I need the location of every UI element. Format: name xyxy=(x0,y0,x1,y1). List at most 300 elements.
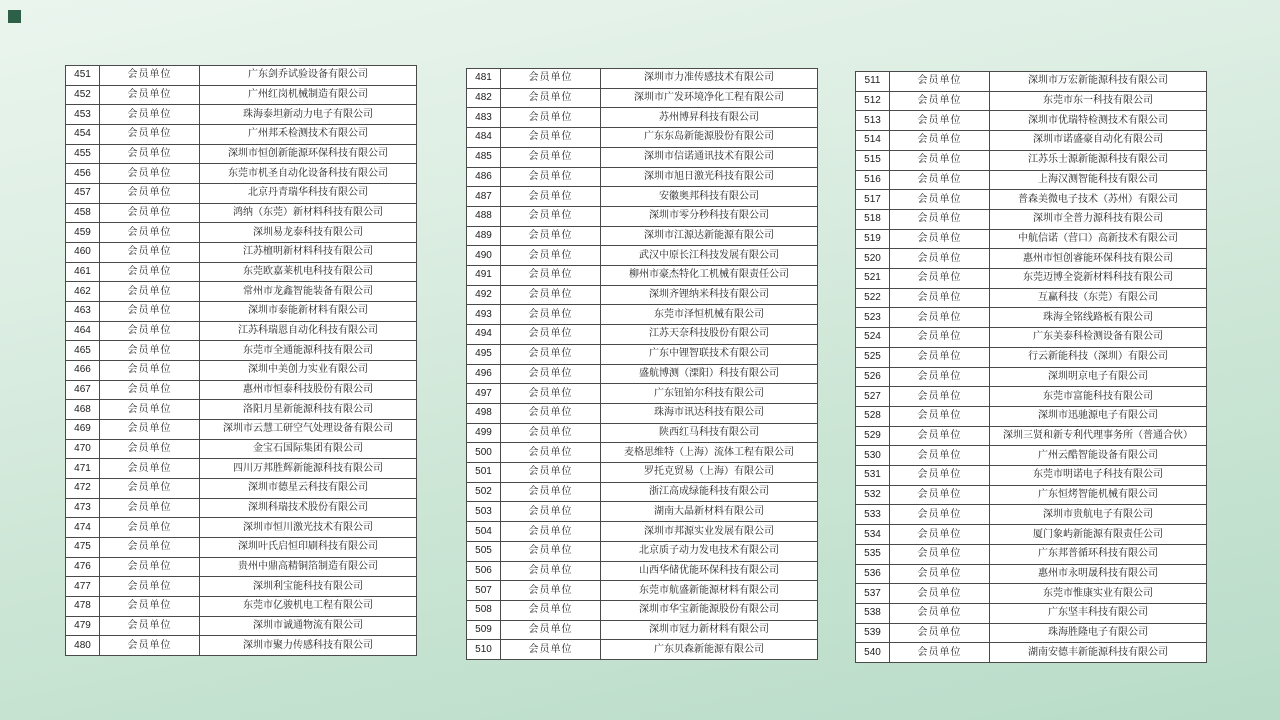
company-name: 东莞市东一科技有限公司 xyxy=(1043,95,1153,107)
table-row xyxy=(467,640,817,659)
member-number: 524 xyxy=(856,328,890,347)
company-name: 广州云酷智能设备有限公司 xyxy=(1038,449,1158,461)
member-number: 509 xyxy=(467,621,501,640)
company-name: 深圳市零分秒科技有限公司 xyxy=(649,210,769,222)
member-number: 530 xyxy=(856,446,890,465)
member-type: 会员单位 xyxy=(890,407,990,426)
company-name: 深圳市恒创新能源环保科技有限公司 xyxy=(228,148,388,160)
table-row xyxy=(467,305,817,325)
member-number: 462 xyxy=(66,282,100,301)
table-row xyxy=(66,459,416,479)
member-type: 会员单位 xyxy=(501,108,601,127)
table-row xyxy=(856,446,1206,466)
table-row xyxy=(66,361,416,381)
company-name: 金宝石国际集团有限公司 xyxy=(253,443,363,455)
member-number: 496 xyxy=(467,365,501,384)
table-row xyxy=(467,443,817,463)
table-row xyxy=(856,348,1206,368)
member-type: 会员单位 xyxy=(890,486,990,505)
member-type: 会员单位 xyxy=(501,345,601,364)
table-row xyxy=(66,341,416,361)
member-type: 会员单位 xyxy=(501,266,601,285)
member-type: 会员单位 xyxy=(100,66,200,85)
member-type: 会员单位 xyxy=(890,565,990,584)
member-number: 485 xyxy=(467,148,501,167)
table-row xyxy=(66,577,416,597)
member-number: 506 xyxy=(467,562,501,581)
member-number: 466 xyxy=(66,361,100,380)
company-name: 深圳市冠力新材料有限公司 xyxy=(649,624,769,636)
member-number: 484 xyxy=(467,128,501,147)
company-name: 深圳市信诺通讯技术有限公司 xyxy=(644,151,774,163)
member-type: 会员单位 xyxy=(501,424,601,443)
company-name: 常州市龙鑫智能装备有限公司 xyxy=(243,285,373,297)
company-name: 深圳利宝能科技有限公司 xyxy=(253,580,363,592)
company-name: 江苏乐士源新能源科技有限公司 xyxy=(1028,154,1168,166)
member-type: 会员单位 xyxy=(890,308,990,327)
member-number: 478 xyxy=(66,597,100,616)
company-name: 柳州市豪杰特化工机械有限责任公司 xyxy=(629,269,789,281)
member-number: 464 xyxy=(66,322,100,341)
company-name: 深圳明京电子有限公司 xyxy=(1048,370,1148,382)
member-number: 511 xyxy=(856,72,890,91)
member-number: 469 xyxy=(66,420,100,439)
company-name: 互赢科技（东莞）有限公司 xyxy=(1038,292,1158,304)
member-type: 会员单位 xyxy=(100,184,200,203)
member-number: 458 xyxy=(66,204,100,223)
member-type: 会员单位 xyxy=(501,246,601,265)
company-name: 盛航博测（溧阳）科技有限公司 xyxy=(639,367,779,379)
company-name: 浙江高成绿能科技有限公司 xyxy=(649,486,769,498)
member-type: 会员单位 xyxy=(890,505,990,524)
member-type: 会员单位 xyxy=(890,72,990,91)
table-row xyxy=(856,368,1206,388)
member-type: 会员单位 xyxy=(501,227,601,246)
member-number: 467 xyxy=(66,381,100,400)
table-row xyxy=(856,92,1206,112)
member-number: 520 xyxy=(856,249,890,268)
company-name: 东莞欧嘉莱机电科技有限公司 xyxy=(243,266,373,278)
member-number: 454 xyxy=(66,125,100,144)
company-name: 山西华储优能环保科技有限公司 xyxy=(639,564,779,576)
member-number: 536 xyxy=(856,565,890,584)
member-number: 514 xyxy=(856,131,890,150)
company-name: 罗托克贸易（上海）有限公司 xyxy=(644,466,774,478)
company-name: 行云新能科技（深圳）有限公司 xyxy=(1028,351,1168,363)
member-type: 会员单位 xyxy=(890,624,990,643)
table-row xyxy=(856,171,1206,191)
company-name: 深圳市云慧工研空气处理设备有限公司 xyxy=(223,423,393,435)
member-table-511-540 xyxy=(855,71,1207,663)
member-number: 522 xyxy=(856,289,890,308)
member-type: 会员单位 xyxy=(501,286,601,305)
member-type: 会员单位 xyxy=(501,305,601,324)
table-row xyxy=(66,263,416,283)
member-number: 488 xyxy=(467,207,501,226)
table-row xyxy=(66,164,416,184)
table-row xyxy=(856,525,1206,545)
member-number: 465 xyxy=(66,341,100,360)
member-number: 519 xyxy=(856,230,890,249)
member-type: 会员单位 xyxy=(100,223,200,242)
company-name: 广东坚丰科技有限公司 xyxy=(1048,607,1148,619)
member-number: 486 xyxy=(467,168,501,187)
table-row xyxy=(66,558,416,578)
member-type: 会员单位 xyxy=(501,207,601,226)
table-row xyxy=(467,404,817,424)
member-number: 490 xyxy=(467,246,501,265)
table-row xyxy=(467,463,817,483)
member-type: 会员单位 xyxy=(100,558,200,577)
table-row xyxy=(66,479,416,499)
member-number: 473 xyxy=(66,499,100,518)
company-name: 深圳市诚通物流有限公司 xyxy=(253,620,363,632)
company-name: 广东恒烤智能机械有限公司 xyxy=(1038,489,1158,501)
table-row xyxy=(467,168,817,188)
member-type: 会员单位 xyxy=(100,636,200,655)
company-name: 惠州市恒创睿能环保科技有限公司 xyxy=(1023,252,1173,264)
member-type: 会员单位 xyxy=(890,269,990,288)
table-row xyxy=(66,86,416,106)
company-name: 广东美泰科检测设备有限公司 xyxy=(1033,331,1163,343)
company-name: 江苏天奈科技股份有限公司 xyxy=(649,328,769,340)
member-number: 504 xyxy=(467,522,501,541)
member-number: 463 xyxy=(66,302,100,321)
member-number: 502 xyxy=(467,483,501,502)
table-row xyxy=(856,151,1206,171)
member-number: 515 xyxy=(856,151,890,170)
company-name: 广东邦普循环科技有限公司 xyxy=(1038,548,1158,560)
member-type: 会员单位 xyxy=(100,105,200,124)
company-name: 深圳易龙泰科技有限公司 xyxy=(253,226,363,238)
company-name: 深圳市华宝新能源股份有限公司 xyxy=(639,604,779,616)
member-type: 会员单位 xyxy=(501,463,601,482)
table-row xyxy=(467,562,817,582)
member-number: 527 xyxy=(856,387,890,406)
member-type: 会员单位 xyxy=(890,387,990,406)
member-type: 会员单位 xyxy=(100,204,200,223)
member-number: 494 xyxy=(467,325,501,344)
member-type: 会员单位 xyxy=(100,538,200,557)
table-row xyxy=(467,89,817,109)
company-name: 江苏檀明新材料科技有限公司 xyxy=(243,246,373,258)
member-number: 518 xyxy=(856,210,890,229)
company-name: 普森美微电子技术（苏州）有限公司 xyxy=(1018,193,1178,205)
table-row xyxy=(467,128,817,148)
member-number: 499 xyxy=(467,424,501,443)
member-number: 526 xyxy=(856,368,890,387)
company-name: 深圳中美创力实业有限公司 xyxy=(248,364,368,376)
company-name: 深圳市迅驰源电子有限公司 xyxy=(1038,410,1158,422)
member-number: 539 xyxy=(856,624,890,643)
member-type: 会员单位 xyxy=(501,601,601,620)
member-type: 会员单位 xyxy=(890,545,990,564)
member-type: 会员单位 xyxy=(100,243,200,262)
company-name: 深圳市恒川激光技术有限公司 xyxy=(243,521,373,533)
table-row xyxy=(66,322,416,342)
member-type: 会员单位 xyxy=(100,86,200,105)
table-row xyxy=(856,289,1206,309)
member-type: 会员单位 xyxy=(100,479,200,498)
company-name: 北京质子动力发电技术有限公司 xyxy=(639,545,779,557)
member-type: 会员单位 xyxy=(100,164,200,183)
member-type: 会员单位 xyxy=(100,282,200,301)
member-number: 495 xyxy=(467,345,501,364)
member-type: 会员单位 xyxy=(501,187,601,206)
member-type: 会员单位 xyxy=(890,190,990,209)
table-row xyxy=(66,282,416,302)
member-type: 会员单位 xyxy=(501,562,601,581)
company-name: 广东贝森新能源有限公司 xyxy=(654,643,764,655)
member-type: 会员单位 xyxy=(501,621,601,640)
member-type: 会员单位 xyxy=(100,381,200,400)
member-type: 会员单位 xyxy=(890,427,990,446)
company-name: 深圳市邦源实业发展有限公司 xyxy=(644,525,774,537)
company-name: 深圳市万宏新能源科技有限公司 xyxy=(1028,75,1168,87)
table-row xyxy=(856,72,1206,92)
member-number: 451 xyxy=(66,66,100,85)
company-name: 东莞迈博全瓷新材料科技有限公司 xyxy=(1023,272,1173,284)
table-row xyxy=(856,565,1206,585)
member-number: 461 xyxy=(66,263,100,282)
member-type: 会员单位 xyxy=(100,440,200,459)
member-type: 会员单位 xyxy=(100,597,200,616)
member-type: 会员单位 xyxy=(501,640,601,659)
member-number: 481 xyxy=(467,69,501,88)
company-name: 东莞市明诺电子科技有限公司 xyxy=(1033,469,1163,481)
company-name: 东莞市富能科技有限公司 xyxy=(1043,390,1153,402)
table-row xyxy=(66,636,416,655)
table-row xyxy=(467,187,817,207)
table-row xyxy=(467,365,817,385)
company-name: 东莞市航盛新能源材料有限公司 xyxy=(639,584,779,596)
member-type: 会员单位 xyxy=(890,328,990,347)
member-type: 会员单位 xyxy=(890,131,990,150)
member-type: 会员单位 xyxy=(100,263,200,282)
table-row xyxy=(467,207,817,227)
member-number: 525 xyxy=(856,348,890,367)
company-name: 东莞市机圣自动化设备科技有限公司 xyxy=(228,167,388,179)
table-row xyxy=(856,584,1206,604)
table-row xyxy=(467,424,817,444)
table-row xyxy=(66,420,416,440)
member-type: 会员单位 xyxy=(100,617,200,636)
member-number: 487 xyxy=(467,187,501,206)
member-type: 会员单位 xyxy=(501,542,601,561)
company-name: 深圳市全普力源科技有限公司 xyxy=(1033,213,1163,225)
table-row xyxy=(467,483,817,503)
table-row xyxy=(856,604,1206,624)
member-number: 505 xyxy=(467,542,501,561)
member-type: 会员单位 xyxy=(890,151,990,170)
company-name: 惠州市永明晟科技有限公司 xyxy=(1038,567,1158,579)
member-number: 479 xyxy=(66,617,100,636)
member-number: 493 xyxy=(467,305,501,324)
member-type: 会员单位 xyxy=(100,145,200,164)
table-row xyxy=(856,131,1206,151)
table-row xyxy=(467,621,817,641)
member-number: 455 xyxy=(66,145,100,164)
member-number: 472 xyxy=(66,479,100,498)
table-row xyxy=(66,184,416,204)
member-number: 491 xyxy=(467,266,501,285)
member-type: 会员单位 xyxy=(100,361,200,380)
company-name: 珠海市讯达科技有限公司 xyxy=(654,407,764,419)
company-name: 广州红岗机械制造有限公司 xyxy=(248,89,368,100)
company-name: 洛阳月星新能源科技有限公司 xyxy=(243,403,373,415)
member-type: 会员单位 xyxy=(100,459,200,478)
member-type: 会员单位 xyxy=(501,384,601,403)
member-number: 508 xyxy=(467,601,501,620)
member-number: 538 xyxy=(856,604,890,623)
member-type: 会员单位 xyxy=(890,525,990,544)
company-name: 东莞市泽恒机械有限公司 xyxy=(654,308,764,320)
company-name: 深圳市贵航电子有限公司 xyxy=(1043,508,1153,520)
member-type: 会员单位 xyxy=(100,125,200,144)
company-name: 珠海全铭线路板有限公司 xyxy=(1043,311,1153,323)
member-type: 会员单位 xyxy=(501,325,601,344)
table-row xyxy=(467,325,817,345)
company-name: 深圳市旭日激光科技有限公司 xyxy=(644,170,774,182)
table-row xyxy=(856,111,1206,131)
table-row xyxy=(66,518,416,538)
table-row xyxy=(856,308,1206,328)
member-number: 503 xyxy=(467,502,501,521)
member-number: 460 xyxy=(66,243,100,262)
member-table-451-480 xyxy=(65,65,417,656)
table-row xyxy=(856,545,1206,565)
table-row xyxy=(66,597,416,617)
member-number: 452 xyxy=(66,86,100,105)
member-number: 457 xyxy=(66,184,100,203)
table-row xyxy=(856,230,1206,250)
member-type: 会员单位 xyxy=(100,420,200,439)
table-row xyxy=(467,266,817,286)
member-type: 会员单位 xyxy=(890,289,990,308)
member-number: 475 xyxy=(66,538,100,557)
table-row xyxy=(66,381,416,401)
table-row xyxy=(856,427,1206,447)
member-table-481-510 xyxy=(466,68,818,660)
member-type: 会员单位 xyxy=(890,604,990,623)
table-row xyxy=(467,108,817,128)
company-name: 苏州博昇科技有限公司 xyxy=(659,111,759,123)
member-type: 会员单位 xyxy=(501,69,601,88)
member-type: 会员单位 xyxy=(501,404,601,423)
member-number: 456 xyxy=(66,164,100,183)
member-type: 会员单位 xyxy=(100,499,200,518)
member-number: 533 xyxy=(856,505,890,524)
table-row xyxy=(856,505,1206,525)
table-row xyxy=(66,105,416,125)
member-type: 会员单位 xyxy=(890,230,990,249)
table-row xyxy=(66,66,416,86)
member-number: 540 xyxy=(856,643,890,662)
member-number: 537 xyxy=(856,584,890,603)
member-number: 517 xyxy=(856,190,890,209)
table-row xyxy=(856,643,1206,662)
member-type: 会员单位 xyxy=(100,577,200,596)
member-type: 会员单位 xyxy=(100,518,200,537)
company-name: 深圳三贤和新专利代理事务所（普通合伙） xyxy=(1003,430,1193,441)
company-name: 珠海胜隆电子有限公司 xyxy=(1048,627,1148,639)
company-name: 深圳市广发环境净化工程有限公司 xyxy=(634,92,784,104)
member-type: 会员单位 xyxy=(100,400,200,419)
member-type: 会员单位 xyxy=(501,443,601,462)
table-row xyxy=(66,145,416,165)
member-type: 会员单位 xyxy=(890,171,990,190)
member-type: 会员单位 xyxy=(100,322,200,341)
table-row xyxy=(66,223,416,243)
table-row xyxy=(66,302,416,322)
table-row xyxy=(856,387,1206,407)
company-name: 深圳市优瑞特检测技术有限公司 xyxy=(1028,114,1168,126)
company-name: 厦门象屿新能源有限责任公司 xyxy=(1033,528,1163,540)
member-number: 489 xyxy=(467,227,501,246)
member-type: 会员单位 xyxy=(890,643,990,662)
member-type: 会员单位 xyxy=(890,348,990,367)
company-name: 湖南大晶新材料有限公司 xyxy=(654,505,764,517)
company-name: 广东钮铂尔科技有限公司 xyxy=(654,387,764,399)
company-name: 深圳市泰能新材料有限公司 xyxy=(248,305,368,317)
company-name: 麦格思维特（上海）流体工程有限公司 xyxy=(624,446,794,458)
table-row xyxy=(856,249,1206,269)
company-name: 武汉中原长江科技发展有限公司 xyxy=(639,249,779,261)
company-name: 上海汉测智能科技有限公司 xyxy=(1038,173,1158,185)
member-number: 529 xyxy=(856,427,890,446)
member-number: 531 xyxy=(856,466,890,485)
table-row xyxy=(467,384,817,404)
member-number: 477 xyxy=(66,577,100,596)
company-name: 深圳市江源达新能源有限公司 xyxy=(644,229,774,241)
table-row xyxy=(856,407,1206,427)
company-name: 安徽奥邦科技有限公司 xyxy=(659,190,759,202)
member-number: 476 xyxy=(66,558,100,577)
table-row xyxy=(467,345,817,365)
member-type: 会员单位 xyxy=(890,466,990,485)
member-type: 会员单位 xyxy=(890,368,990,387)
member-type: 会员单位 xyxy=(501,128,601,147)
member-number: 453 xyxy=(66,105,100,124)
company-name: 广东剑乔试验设备有限公司 xyxy=(248,69,368,81)
member-number: 482 xyxy=(467,89,501,108)
member-type: 会员单位 xyxy=(100,341,200,360)
company-name: 东莞市惟康实业有限公司 xyxy=(1043,587,1153,599)
member-number: 534 xyxy=(856,525,890,544)
company-name: 广东中锂智联技术有限公司 xyxy=(649,348,769,360)
table-row xyxy=(856,190,1206,210)
corner-marker xyxy=(8,10,21,23)
table-row xyxy=(467,286,817,306)
table-row xyxy=(467,69,817,89)
member-number: 474 xyxy=(66,518,100,537)
table-row xyxy=(66,204,416,224)
member-number: 498 xyxy=(467,404,501,423)
table-row xyxy=(467,522,817,542)
table-row xyxy=(467,148,817,168)
member-type: 会员单位 xyxy=(501,522,601,541)
company-name: 珠海泰坦新动力电子有限公司 xyxy=(243,108,373,120)
company-name: 鸿纳（东莞）新材料科技有限公司 xyxy=(233,207,383,219)
member-number: 471 xyxy=(66,459,100,478)
table-row xyxy=(66,617,416,637)
table-row xyxy=(467,542,817,562)
table-row xyxy=(467,246,817,266)
table-row xyxy=(467,581,817,601)
member-number: 468 xyxy=(66,400,100,419)
company-name: 深圳叶氏启恒印刷科技有限公司 xyxy=(238,541,378,553)
member-number: 500 xyxy=(467,443,501,462)
